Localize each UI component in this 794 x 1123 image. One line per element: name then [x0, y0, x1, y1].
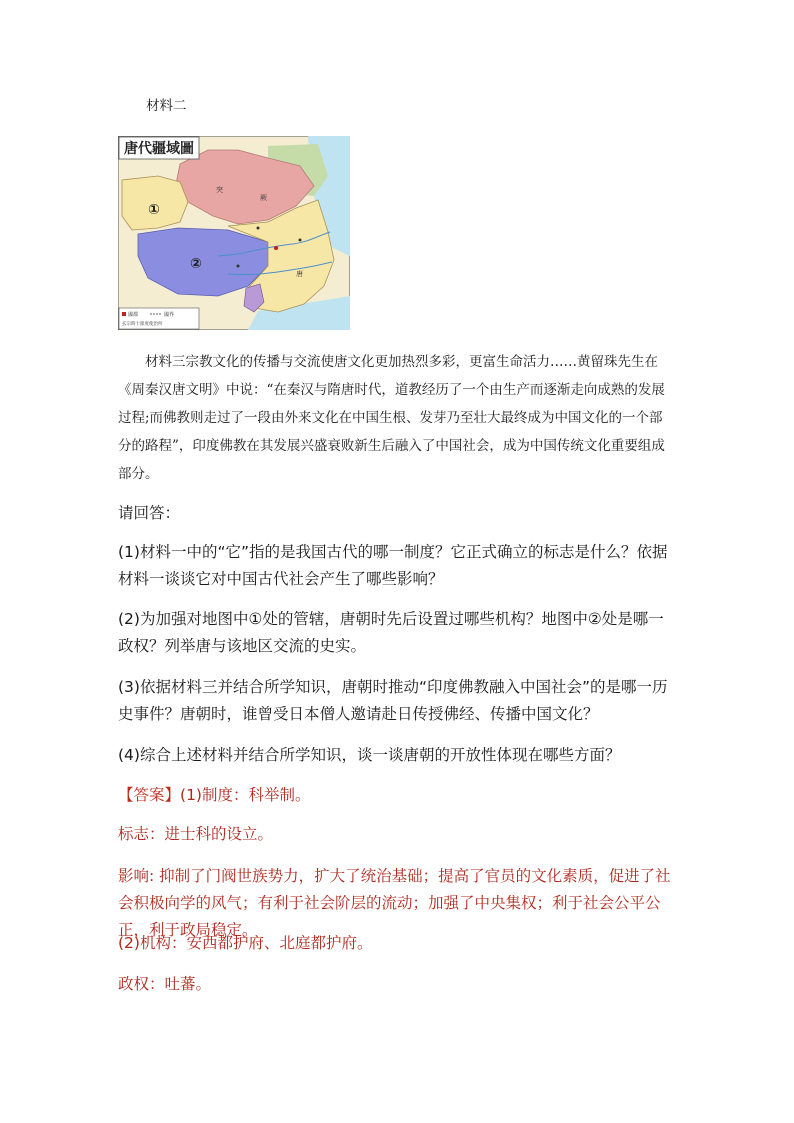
legend-note: 玄宗時十節度使治所 — [122, 322, 163, 327]
answer-line-1 — [118, 782, 678, 809]
question-3: (3)依据材料三并结合所学知识，唐朝时推动“印度佛教融入中国社会”的是哪一历史事件？唐朝时，谁曾受日本僧人邀请赴日传授佛经、传播中国文化？ — [118, 678, 668, 723]
answer-1-text: (1)制度：科举制。 — [180, 786, 311, 804]
map-title: 唐代疆域圖 — [124, 141, 194, 157]
marker-2: ② — [190, 256, 202, 272]
legend-border: 國界 — [164, 312, 175, 318]
answer-tag: 【答案】 — [118, 786, 181, 804]
city-dot — [299, 239, 302, 242]
tang-territory-map — [118, 136, 350, 330]
answer-line-2: 标志：进士科的设立。 — [118, 825, 274, 843]
answer-line-3: 影响: 抑制了门阀世族势力，扩大了统治基础；提高了官员的文化素质，促进了社会积极向学的风气；有利于社会阶层的流动；加强了中央集权；利于社会公平公正，利于政局稳定。 — [118, 867, 671, 939]
label-tujue-2: 厥 — [260, 194, 267, 202]
city-dot — [257, 227, 260, 230]
marker-1: ① — [148, 202, 160, 218]
legend-capital: 國都 — [128, 312, 139, 318]
question-4: (4)综合上述材料并结合所学知识，谈一谈唐朝的开放性体现在哪些方面？ — [118, 746, 621, 764]
question-1: (1)材料一中的“它”指的是我国古代的哪一制度？它正式确立的标志是什么？依据材料一谈谈它对中国古代社会产生了哪些影响？ — [118, 543, 668, 588]
label-tang: 唐 — [296, 270, 303, 278]
city-dot — [237, 265, 240, 268]
capital-dot — [274, 246, 278, 250]
material2-label: 材料二 — [146, 98, 187, 114]
prompt-text: 请回答： — [118, 504, 181, 522]
material-3-paragraph: 材料三宗教文化的传播与交流使唐文化更加热烈多彩，更富生命活力……黄留珠先生在《周秦汉唐文明》中说：“在秦汉与隋唐时代，道教经历了一个由生产而逐渐走向成熟的发展过程;而佛教则走过了一段由外来文化在中国生根、发芽乃至壮大最终成为中国文化的一个部分的路程”，印度佛教在其发展兴盛衰败新生后融入了中国社会，成为中国传统文化重要组成部分。 — [118, 354, 665, 482]
label-tujue-1: 突 — [216, 186, 223, 194]
answer-line-4: (2)机构：安西都护府、北庭都护府。 — [118, 934, 373, 952]
question-2: (2)为加强对地图中①处的管辖，唐朝时先后设置过哪些机构？地图中②处是哪一政权？列举唐与该地区交流的史实。 — [118, 610, 664, 655]
answer-line-5: 政权：吐蕃。 — [118, 975, 212, 993]
